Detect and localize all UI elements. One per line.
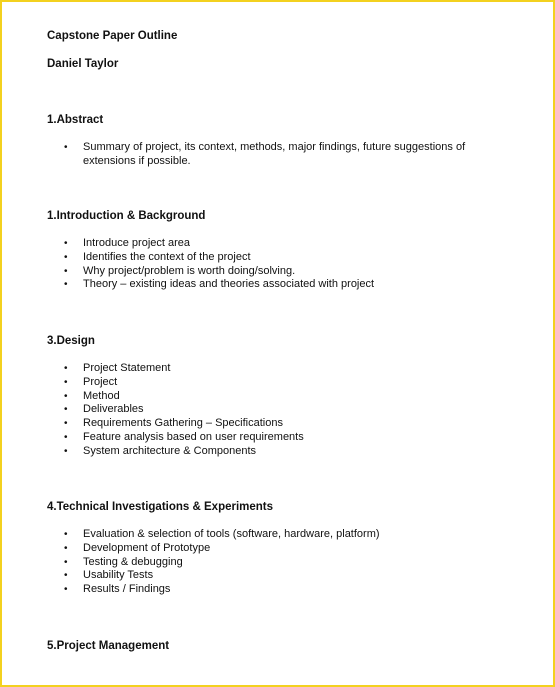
section-heading-introduction: 1.Introduction & Background	[47, 210, 206, 222]
list-item: • Project Statement	[64, 362, 504, 376]
document-title: Capstone Paper Outline	[47, 30, 178, 42]
section-heading-design: 3.Design	[47, 335, 95, 347]
abstract-list	[64, 141, 504, 169]
list-item: • Summary of project, its context, methods, major findings, future suggestions of extensions if possible.	[64, 141, 504, 169]
list-item: • Usability Tests	[64, 569, 504, 583]
list-item: • Evaluation & selection of tools (software, hardware, platform)	[64, 528, 504, 542]
document-page	[2, 2, 553, 685]
list-item: • Testing & debugging	[64, 556, 504, 570]
list-item: • Feature analysis based on user requirements	[64, 431, 504, 445]
document-author: Daniel Taylor	[47, 58, 119, 70]
list-item: • Why project/problem is worth doing/solving.	[64, 265, 504, 279]
list-item: • Method	[64, 390, 504, 404]
list-item: • Deliverables	[64, 403, 504, 417]
section-heading-project-management: 5.Project Management	[47, 640, 170, 652]
list-item: • Project	[64, 376, 504, 390]
section-heading-abstract: 1.Abstract	[47, 114, 104, 126]
list-item: • Development of Prototype	[64, 542, 504, 556]
list-item: • System architecture & Components	[64, 445, 504, 459]
section-heading-technical: 4.Technical Investigations & Experiments	[47, 501, 274, 513]
list-item: • Theory – existing ideas and theories associated with project	[64, 278, 504, 292]
technical-list	[64, 528, 504, 597]
list-item: • Identifies the context of the project	[64, 251, 504, 265]
list-item: • Requirements Gathering – Specifications	[64, 417, 504, 431]
design-list	[64, 362, 504, 459]
list-item: • Results / Findings	[64, 583, 504, 597]
list-item: • Introduce project area	[64, 237, 504, 251]
introduction-list	[64, 237, 504, 292]
